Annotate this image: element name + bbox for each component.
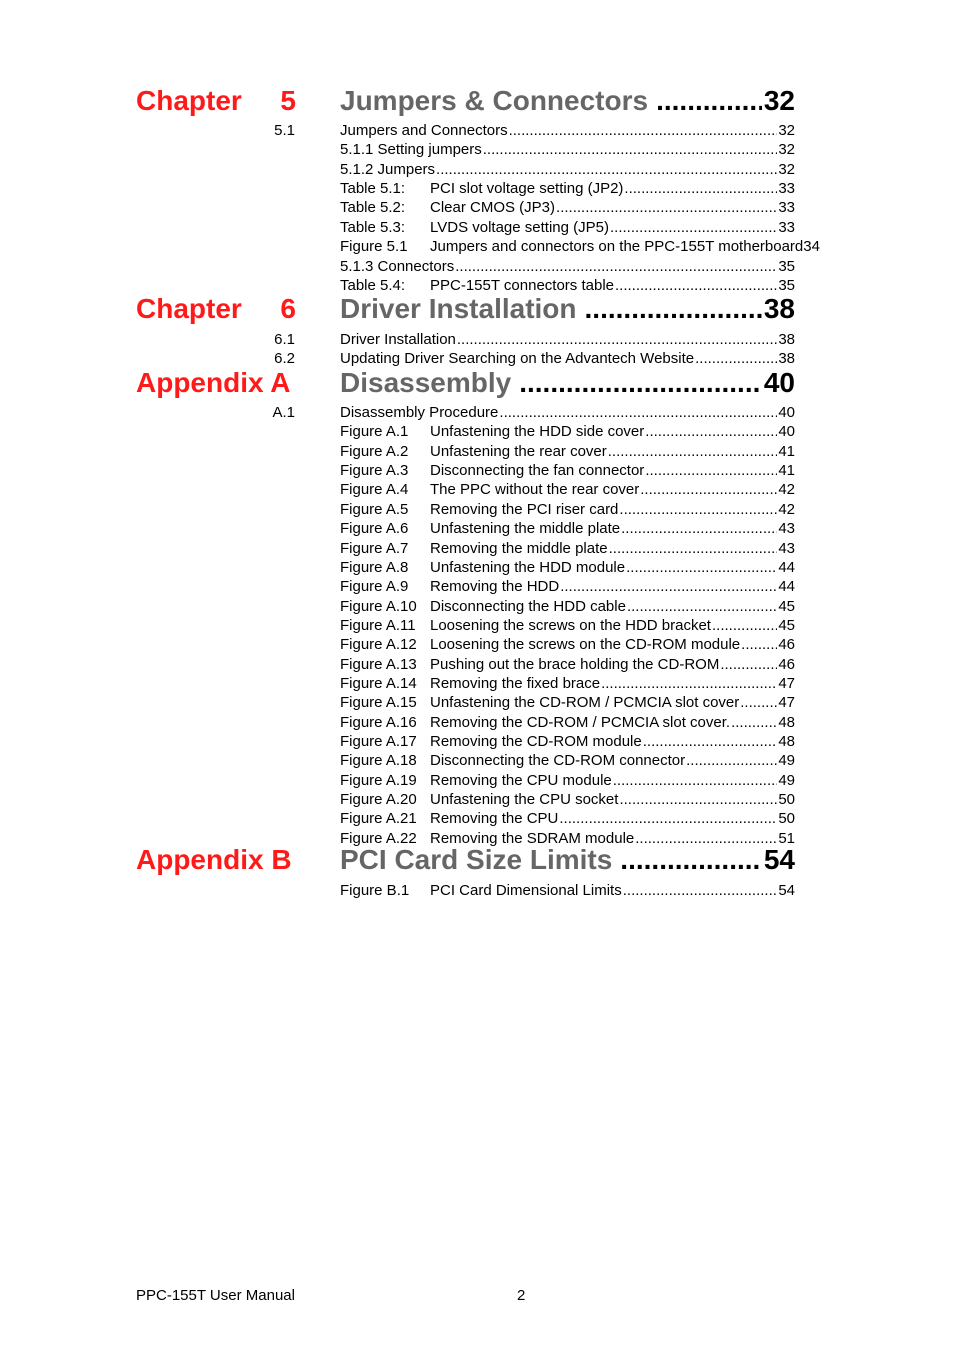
entry-label: Table 5.1: <box>340 180 406 198</box>
entry-caption: Removing the CD-ROM / PCMCIA slot cover. <box>430 713 731 731</box>
entry-page-number: 40 <box>778 423 795 441</box>
entry-label: Figure A.14 <box>340 674 417 692</box>
toc-entry[interactable] <box>0 881 954 900</box>
dot-leader <box>640 480 777 499</box>
dot-leader <box>609 539 778 558</box>
dot-leader <box>619 500 777 519</box>
entry-label: Figure A.21 <box>340 810 417 828</box>
dot-leader <box>620 841 762 879</box>
toc-entry[interactable] <box>0 480 954 499</box>
entry-row <box>340 809 795 828</box>
toc-entry[interactable] <box>0 257 954 276</box>
entry-label: 5.1.3 Connectors <box>340 257 455 275</box>
toc-entry[interactable] <box>0 461 954 480</box>
entry-label: Figure A.15 <box>340 694 417 712</box>
toc-entry[interactable] <box>0 179 954 198</box>
entry-caption: Loosening the screws on the CD-ROM module <box>430 636 741 654</box>
entry-page-number: 50 <box>778 791 795 808</box>
entry-page-number: 32 <box>778 141 795 159</box>
entry-row <box>340 461 795 480</box>
entry-caption: Disconnecting the HDD cable <box>430 597 626 615</box>
entry-page-number: 41 <box>778 462 795 480</box>
toc-entry[interactable] <box>0 140 954 159</box>
chapter-title-row <box>340 82 795 120</box>
entry-row <box>340 121 795 140</box>
entry-caption: Loosening the screws on the HDD bracket <box>430 616 711 634</box>
toc-entry[interactable] <box>0 635 954 654</box>
entry-caption: Removing the middle plate <box>430 539 608 557</box>
entry-label: Figure 5.1 <box>340 238 408 256</box>
entry-label: Figure A.9 <box>340 578 409 596</box>
dot-leader <box>608 442 778 461</box>
toc-entry[interactable] <box>0 577 954 596</box>
entry-page-number: 43 <box>778 539 795 557</box>
section-number: A.1 <box>272 404 295 421</box>
toc-entry[interactable] <box>0 403 954 422</box>
entry-caption: Clear CMOS (JP3) <box>430 199 556 217</box>
chapter-title-row <box>340 290 795 328</box>
entry-page-number: 45 <box>778 597 795 615</box>
section-number: 5.1 <box>274 122 295 139</box>
dot-leader <box>645 422 777 441</box>
entry-row <box>340 881 795 900</box>
dot-leader <box>712 616 777 635</box>
entry-page-number: 33 <box>778 180 795 198</box>
entry-row <box>340 655 795 674</box>
entry-page-number: 51 <box>778 829 795 847</box>
entry-caption: The PPC without the rear cover <box>430 481 640 499</box>
entry-row <box>340 732 795 751</box>
dot-leader <box>559 809 777 828</box>
dot-leader <box>624 179 777 198</box>
toc-entry[interactable] <box>0 121 954 140</box>
entry-label: Table 5.4: <box>340 276 406 294</box>
entry-label: Figure A.19 <box>340 771 417 789</box>
entry-row <box>340 179 795 198</box>
dot-leader <box>626 558 777 577</box>
entry-label: Figure A.20 <box>340 791 417 808</box>
chapter-heading[interactable] <box>0 290 954 328</box>
toc-entry[interactable] <box>0 655 954 674</box>
entry-caption: Jumpers and connectors on the PPC-155T motherboard <box>430 238 804 256</box>
entry-page-number: 47 <box>778 674 795 692</box>
entry-page-number: 44 <box>778 578 795 596</box>
entry-caption: Disconnecting the CD-ROM connector <box>430 752 686 770</box>
toc-entry[interactable] <box>0 713 954 732</box>
entry-page-number: 42 <box>778 500 795 518</box>
dot-leader <box>457 330 777 349</box>
entry-row <box>340 693 795 712</box>
entry-row <box>340 198 795 217</box>
entry-caption: Removing the CD-ROM module <box>430 733 642 750</box>
entry-label: Figure A.17 <box>340 733 417 750</box>
toc-entry[interactable] <box>0 790 954 809</box>
entry-label: Table 5.2: <box>340 199 406 217</box>
entry-label: Figure A.7 <box>340 539 409 557</box>
entry-label: Figure A.11 <box>340 616 416 634</box>
entry-page-number: 45 <box>778 616 795 634</box>
chapter-title: PCI Card Size Limits <box>340 844 613 875</box>
entry-label: Figure A.4 <box>340 481 409 499</box>
entry-row <box>340 422 795 441</box>
entry-label: Figure A.8 <box>340 558 409 576</box>
entry-row <box>340 616 795 635</box>
toc-entry[interactable] <box>0 616 954 635</box>
toc-entry[interactable] <box>0 732 954 751</box>
entry-page-number: 34 <box>803 238 820 256</box>
toc-entry[interactable] <box>0 558 954 577</box>
toc-entry[interactable] <box>0 330 954 349</box>
entry-label: Figure A.10 <box>340 597 417 615</box>
entry-caption: Unfastening the HDD side cover <box>430 423 645 441</box>
entry-page-number: 42 <box>778 481 795 499</box>
entry-caption: Pushing out the brace holding the CD-ROM <box>430 655 720 673</box>
entry-caption: Unfastening the rear cover <box>430 442 607 460</box>
dot-leader <box>619 790 777 809</box>
entry-label: Figure A.5 <box>340 500 409 518</box>
entry-caption: PPC-155T connectors table <box>430 276 614 294</box>
dot-leader <box>627 597 777 616</box>
entry-page-number: 49 <box>778 771 795 789</box>
entry-row <box>340 500 795 519</box>
toc-entry[interactable] <box>0 693 954 712</box>
entry-row <box>340 442 795 461</box>
entry-page-number: 46 <box>778 636 795 654</box>
dot-leader <box>483 140 778 159</box>
entry-row <box>340 771 795 790</box>
dot-leader <box>560 577 777 596</box>
dot-leader <box>741 635 777 654</box>
entry-page-number: 38 <box>778 331 795 348</box>
entry-caption: Removing the SDRAM module <box>430 829 635 847</box>
entry-label: Figure A.18 <box>340 752 417 770</box>
chapter-title: Jumpers & Connectors <box>340 85 649 116</box>
entry-page-number: 54 <box>778 882 795 899</box>
entry-caption: Disconnecting the fan connector <box>430 462 645 480</box>
entry-page-number: 50 <box>778 810 795 828</box>
dot-leader <box>556 198 777 217</box>
entry-label: 5.1.2 Jumpers <box>340 160 436 178</box>
chapter-page-number: 40 <box>763 367 795 398</box>
dot-leader <box>731 713 777 732</box>
toc-entry[interactable] <box>0 809 954 828</box>
entry-page-number: 40 <box>778 404 795 421</box>
section-number: 6.1 <box>274 331 295 348</box>
dot-leader <box>613 771 778 790</box>
entry-label: Jumpers and Connectors <box>340 122 508 139</box>
entry-row <box>340 597 795 616</box>
dot-leader <box>436 160 777 179</box>
entry-caption: Removing the CPU module <box>430 771 612 789</box>
chapter-label: Appendix B <box>136 844 292 875</box>
entry-caption: Removing the PCI riser card <box>430 500 619 518</box>
entry-page-number: 33 <box>778 218 795 236</box>
footer-page-number: 2 <box>517 1287 526 1304</box>
entry-row <box>340 218 795 237</box>
chapter-heading[interactable] <box>0 82 954 120</box>
entry-row <box>340 480 795 499</box>
dot-leader <box>455 257 777 276</box>
entry-row <box>340 558 795 577</box>
entry-row <box>340 635 795 654</box>
chapter-heading[interactable] <box>0 364 954 402</box>
section-number: 6.2 <box>274 350 295 368</box>
chapter-title: Disassembly <box>340 367 512 398</box>
toc-entry[interactable] <box>0 442 954 461</box>
toc-entry[interactable] <box>0 771 954 790</box>
entry-caption: Unfastening the CPU socket <box>430 791 619 808</box>
chapter-label: Chapter <box>136 293 242 324</box>
dot-leader <box>740 693 777 712</box>
entry-page-number: 49 <box>778 752 795 770</box>
entry-row <box>340 539 795 558</box>
toc-entry[interactable] <box>0 422 954 441</box>
entry-caption: Unfastening the HDD module <box>430 558 626 576</box>
dot-leader <box>601 674 777 693</box>
dot-leader <box>610 218 777 237</box>
entry-label: Driver Installation <box>340 331 456 348</box>
entry-label: Figure A.2 <box>340 442 409 460</box>
entry-page-number: 41 <box>778 442 795 460</box>
chapter-label: Chapter <box>136 85 242 116</box>
entry-row <box>340 790 795 809</box>
entry-caption: Unfastening the CD-ROM / PCMCIA slot cover <box>430 694 740 712</box>
dot-leader <box>519 364 762 402</box>
entry-caption: Removing the CPU <box>430 810 559 828</box>
toc-entry[interactable] <box>0 160 954 179</box>
entry-page-number: 32 <box>778 122 795 139</box>
toc-entry[interactable] <box>0 597 954 616</box>
entry-page-number: 46 <box>778 655 795 673</box>
entry-label: Figure A.3 <box>340 462 409 480</box>
chapter-page-number: 38 <box>763 293 795 324</box>
chapter-title-row <box>340 364 795 402</box>
dot-leader <box>643 732 778 751</box>
entry-row <box>340 257 795 276</box>
chapter-page-number: 32 <box>763 85 795 116</box>
entry-row <box>340 519 795 538</box>
toc-entry[interactable] <box>0 519 954 538</box>
entry-page-number: 35 <box>778 257 795 275</box>
entry-caption: Removing the HDD <box>430 578 560 596</box>
chapter-title: Driver Installation <box>340 293 577 324</box>
entry-label: Figure A.13 <box>340 655 417 673</box>
entry-label: Figure A.6 <box>340 520 409 538</box>
entry-row <box>340 713 795 732</box>
entry-page-number: 35 <box>778 276 795 294</box>
chapter-number: 6 <box>280 293 296 324</box>
entry-label: 5.1.1 Setting jumpers <box>340 141 482 159</box>
entry-row <box>340 140 795 159</box>
entry-row <box>340 751 795 770</box>
dot-leader <box>499 403 777 422</box>
chapter-heading[interactable] <box>0 841 954 879</box>
entry-label: Figure A.22 <box>340 829 417 847</box>
toc-entry[interactable] <box>0 674 954 693</box>
dot-leader <box>621 519 777 538</box>
entry-label: Table 5.3: <box>340 218 406 236</box>
entry-row <box>340 330 795 349</box>
entry-row <box>340 577 795 596</box>
dot-leader <box>509 121 778 140</box>
dot-leader <box>656 82 762 120</box>
entry-label: Updating Driver Searching on the Advantech Website <box>340 350 695 368</box>
entry-page-number: 33 <box>778 199 795 217</box>
chapter-number: 5 <box>280 85 296 116</box>
entry-caption: PCI Card Dimensional Limits <box>430 882 622 899</box>
footer-manual-title: PPC-155T User Manual <box>136 1287 295 1304</box>
entry-row <box>340 403 795 422</box>
entry-caption: Removing the fixed brace <box>430 674 601 692</box>
entry-caption: Unfastening the middle plate <box>430 520 621 538</box>
entry-label: Figure B.1 <box>340 882 410 899</box>
entry-page-number: 44 <box>778 558 795 576</box>
entry-page-number: 48 <box>778 733 795 750</box>
toc-entry[interactable] <box>0 198 954 217</box>
dot-leader <box>623 881 778 900</box>
entry-label: Disassembly Procedure <box>340 404 499 421</box>
entry-caption: PCI slot voltage setting (JP2) <box>430 180 624 198</box>
toc-entry[interactable] <box>0 500 954 519</box>
entry-label: Figure A.16 <box>340 713 417 731</box>
entry-page-number: 48 <box>778 713 795 731</box>
dot-leader <box>645 461 777 480</box>
entry-row <box>340 160 795 179</box>
dot-leader <box>686 751 777 770</box>
toc-entry[interactable] <box>0 539 954 558</box>
entry-label: Figure A.12 <box>340 636 417 654</box>
entry-row <box>340 237 860 256</box>
toc-entry[interactable] <box>0 237 954 256</box>
entry-page-number: 47 <box>778 694 795 712</box>
dot-leader <box>720 655 777 674</box>
entry-page-number: 38 <box>778 350 795 368</box>
chapter-page-number: 54 <box>763 844 795 875</box>
entry-page-number: 32 <box>778 160 795 178</box>
entry-label: Figure A.1 <box>340 423 409 441</box>
chapter-title-row <box>340 841 795 879</box>
toc-entry[interactable] <box>0 218 954 237</box>
entry-page-number: 43 <box>778 520 795 538</box>
entry-caption: LVDS voltage setting (JP5) <box>430 218 609 236</box>
dot-leader <box>585 290 762 328</box>
toc-entry[interactable] <box>0 751 954 770</box>
chapter-label: Appendix A <box>136 367 291 398</box>
entry-row <box>340 674 795 693</box>
